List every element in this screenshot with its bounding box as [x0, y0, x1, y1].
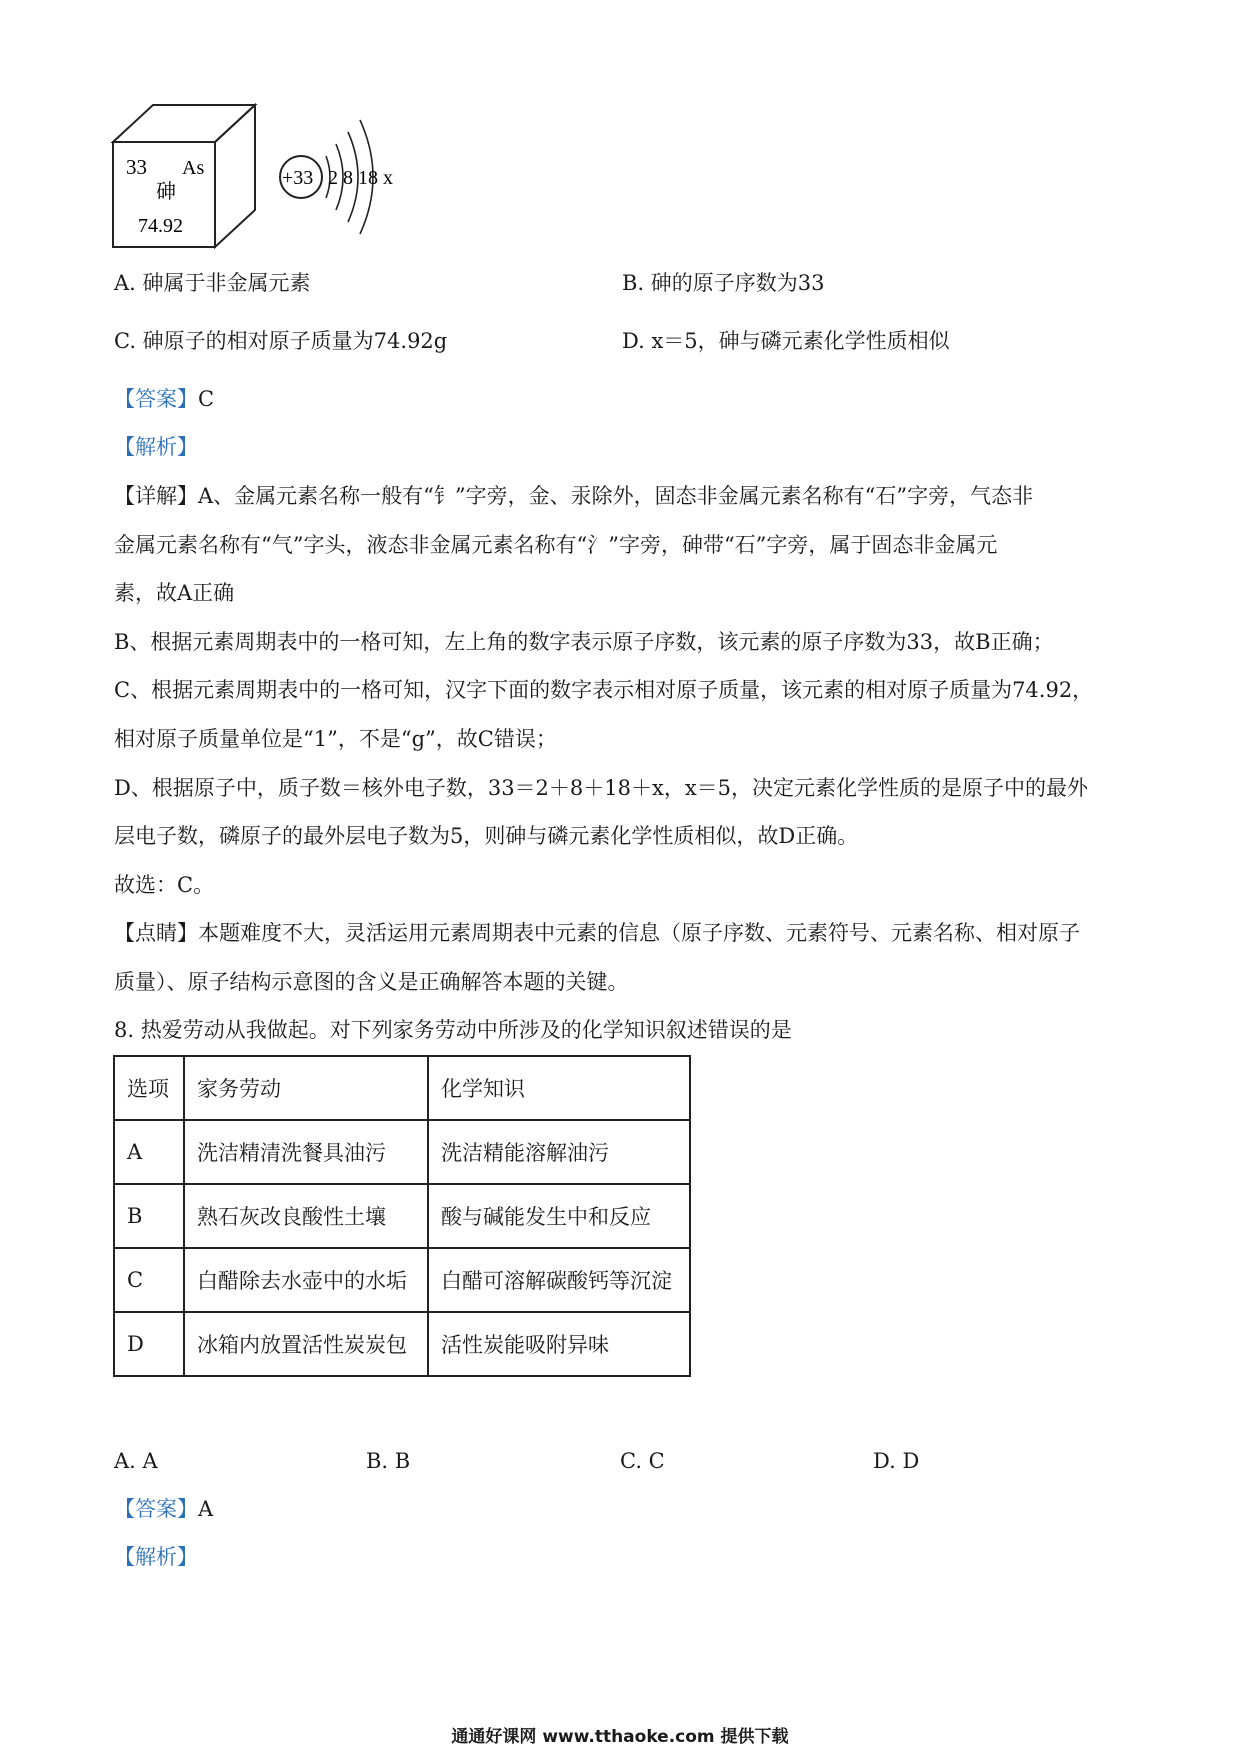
nucleus-charge: +33 [282, 167, 314, 189]
remark-line-2: 质量）、原子结构示意图的含义是正确解答本题的关键。 [114, 970, 629, 994]
q8-option-b: B. B [366, 1449, 411, 1473]
table-header-cell: 化学知识 [428, 1056, 690, 1120]
table-cell: 活性炭能吸附异味 [428, 1312, 690, 1376]
table-header-row [114, 1056, 690, 1120]
q7-analysis [114, 432, 198, 462]
q7-option-c: C. 砷原子的相对原子质量为74.92g [114, 329, 448, 353]
q8-answer [114, 1494, 213, 1524]
table-row [114, 1312, 690, 1376]
remark-label: 【点睛】 [114, 921, 198, 945]
table-cell: 洗洁精能溶解油污 [428, 1120, 690, 1184]
table-cell: 熟石灰改良酸性土壤 [184, 1184, 428, 1248]
table-row [114, 1248, 690, 1312]
page-footer: 通通好课网 www.tthaoke.com 提供下载 [451, 1727, 789, 1747]
analysis-label: 【解析】 [114, 1545, 198, 1569]
table-cell: D [114, 1312, 184, 1376]
table-header-cell: 家务劳动 [184, 1056, 428, 1120]
table-cell: 冰箱内放置活性炭炭包 [184, 1312, 428, 1376]
detail-line-9: 故选：C。 [114, 873, 215, 897]
q7-option-b: B. 砷的原子序数为33 [622, 271, 825, 295]
table-cell: C [114, 1248, 184, 1312]
table-header-cell: 选项 [114, 1056, 184, 1120]
detail-line-8: 层电子数，磷原子的最外层电子数为5，则砷与磷元素化学性质相似，故D正确。 [114, 824, 859, 848]
detail-line-4: B、根据元素周期表中的一格可知，左上角的数字表示原子序数，该元素的原子序数为33，故B正确； [114, 630, 1054, 654]
analysis-label: 【解析】 [114, 435, 198, 459]
detail-label: 【详解】 [114, 484, 198, 508]
remark-line-1 [114, 918, 1080, 948]
table-row [114, 1184, 690, 1248]
detail-line-1 [114, 481, 1033, 511]
answer-label: 【答案】 [114, 1497, 198, 1521]
answer-value: C [198, 387, 215, 411]
detail-line-2: 金属元素名称有“气”字头，液态非金属元素名称有“氵”字旁，砷带“石”字旁，属于固态非金属元 [114, 533, 998, 557]
remark-text: 本题难度不大，灵活运用元素周期表中元素的信息（原子序数、元素符号、元素名称、相对原子 [198, 921, 1080, 945]
answer-value: A [198, 1497, 214, 1521]
q8-option-d: D. D [873, 1449, 920, 1473]
detail-text: A、金属元素名称一般有“钅”字旁，金、汞除外，固态非金属元素名称有“石”字旁，气态非 [198, 484, 1034, 508]
table-cell: B [114, 1184, 184, 1248]
table-cell: A [114, 1120, 184, 1184]
detail-line-3: 素，故A正确 [114, 581, 235, 605]
table-cell: 酸与碱能发生中和反应 [428, 1184, 690, 1248]
atomic-structure-diagram [278, 112, 418, 247]
electron-shells: 2 8 18 x [328, 167, 393, 189]
q8-option-c: C. C [620, 1449, 665, 1473]
q8-table [113, 1055, 691, 1377]
element-symbol: As [182, 157, 205, 179]
atomic-number: 33 [126, 155, 147, 179]
table-cell: 白醋除去水壶中的水垢 [184, 1248, 428, 1312]
q7-option-d: D. x＝5，砷与磷元素化学性质相似 [622, 329, 950, 353]
q8-option-a: A. A [114, 1449, 158, 1473]
detail-line-6: 相对原子质量单位是“1”，不是“g”，故C错误； [114, 727, 557, 751]
q8-analysis [114, 1542, 198, 1572]
atomic-mass: 74.92 [138, 215, 183, 237]
element-name: 砷 [156, 179, 176, 203]
table-cell: 白醋可溶解碳酸钙等沉淀 [428, 1248, 690, 1312]
q7-answer [114, 384, 214, 414]
answer-label: 【答案】 [114, 387, 198, 411]
table-cell: 洗洁精清洗餐具油污 [184, 1120, 428, 1184]
q8-stem: 8. 热爱劳动从我做起。对下列家务劳动中所涉及的化学知识叙述错误的是 [114, 1018, 792, 1042]
table-row [114, 1120, 690, 1184]
element-cell-figure [108, 100, 268, 252]
detail-line-7: D、根据原子中，质子数＝核外电子数，33＝2＋8＋18＋x，x＝5，决定元素化学性质的是原子中的最外 [114, 776, 1089, 800]
q7-option-a: A. 砷属于非金属元素 [114, 271, 311, 295]
detail-line-5: C、根据元素周期表中的一格可知，汉字下面的数字表示相对原子质量，该元素的相对原子质量为74.92， [114, 678, 1094, 702]
